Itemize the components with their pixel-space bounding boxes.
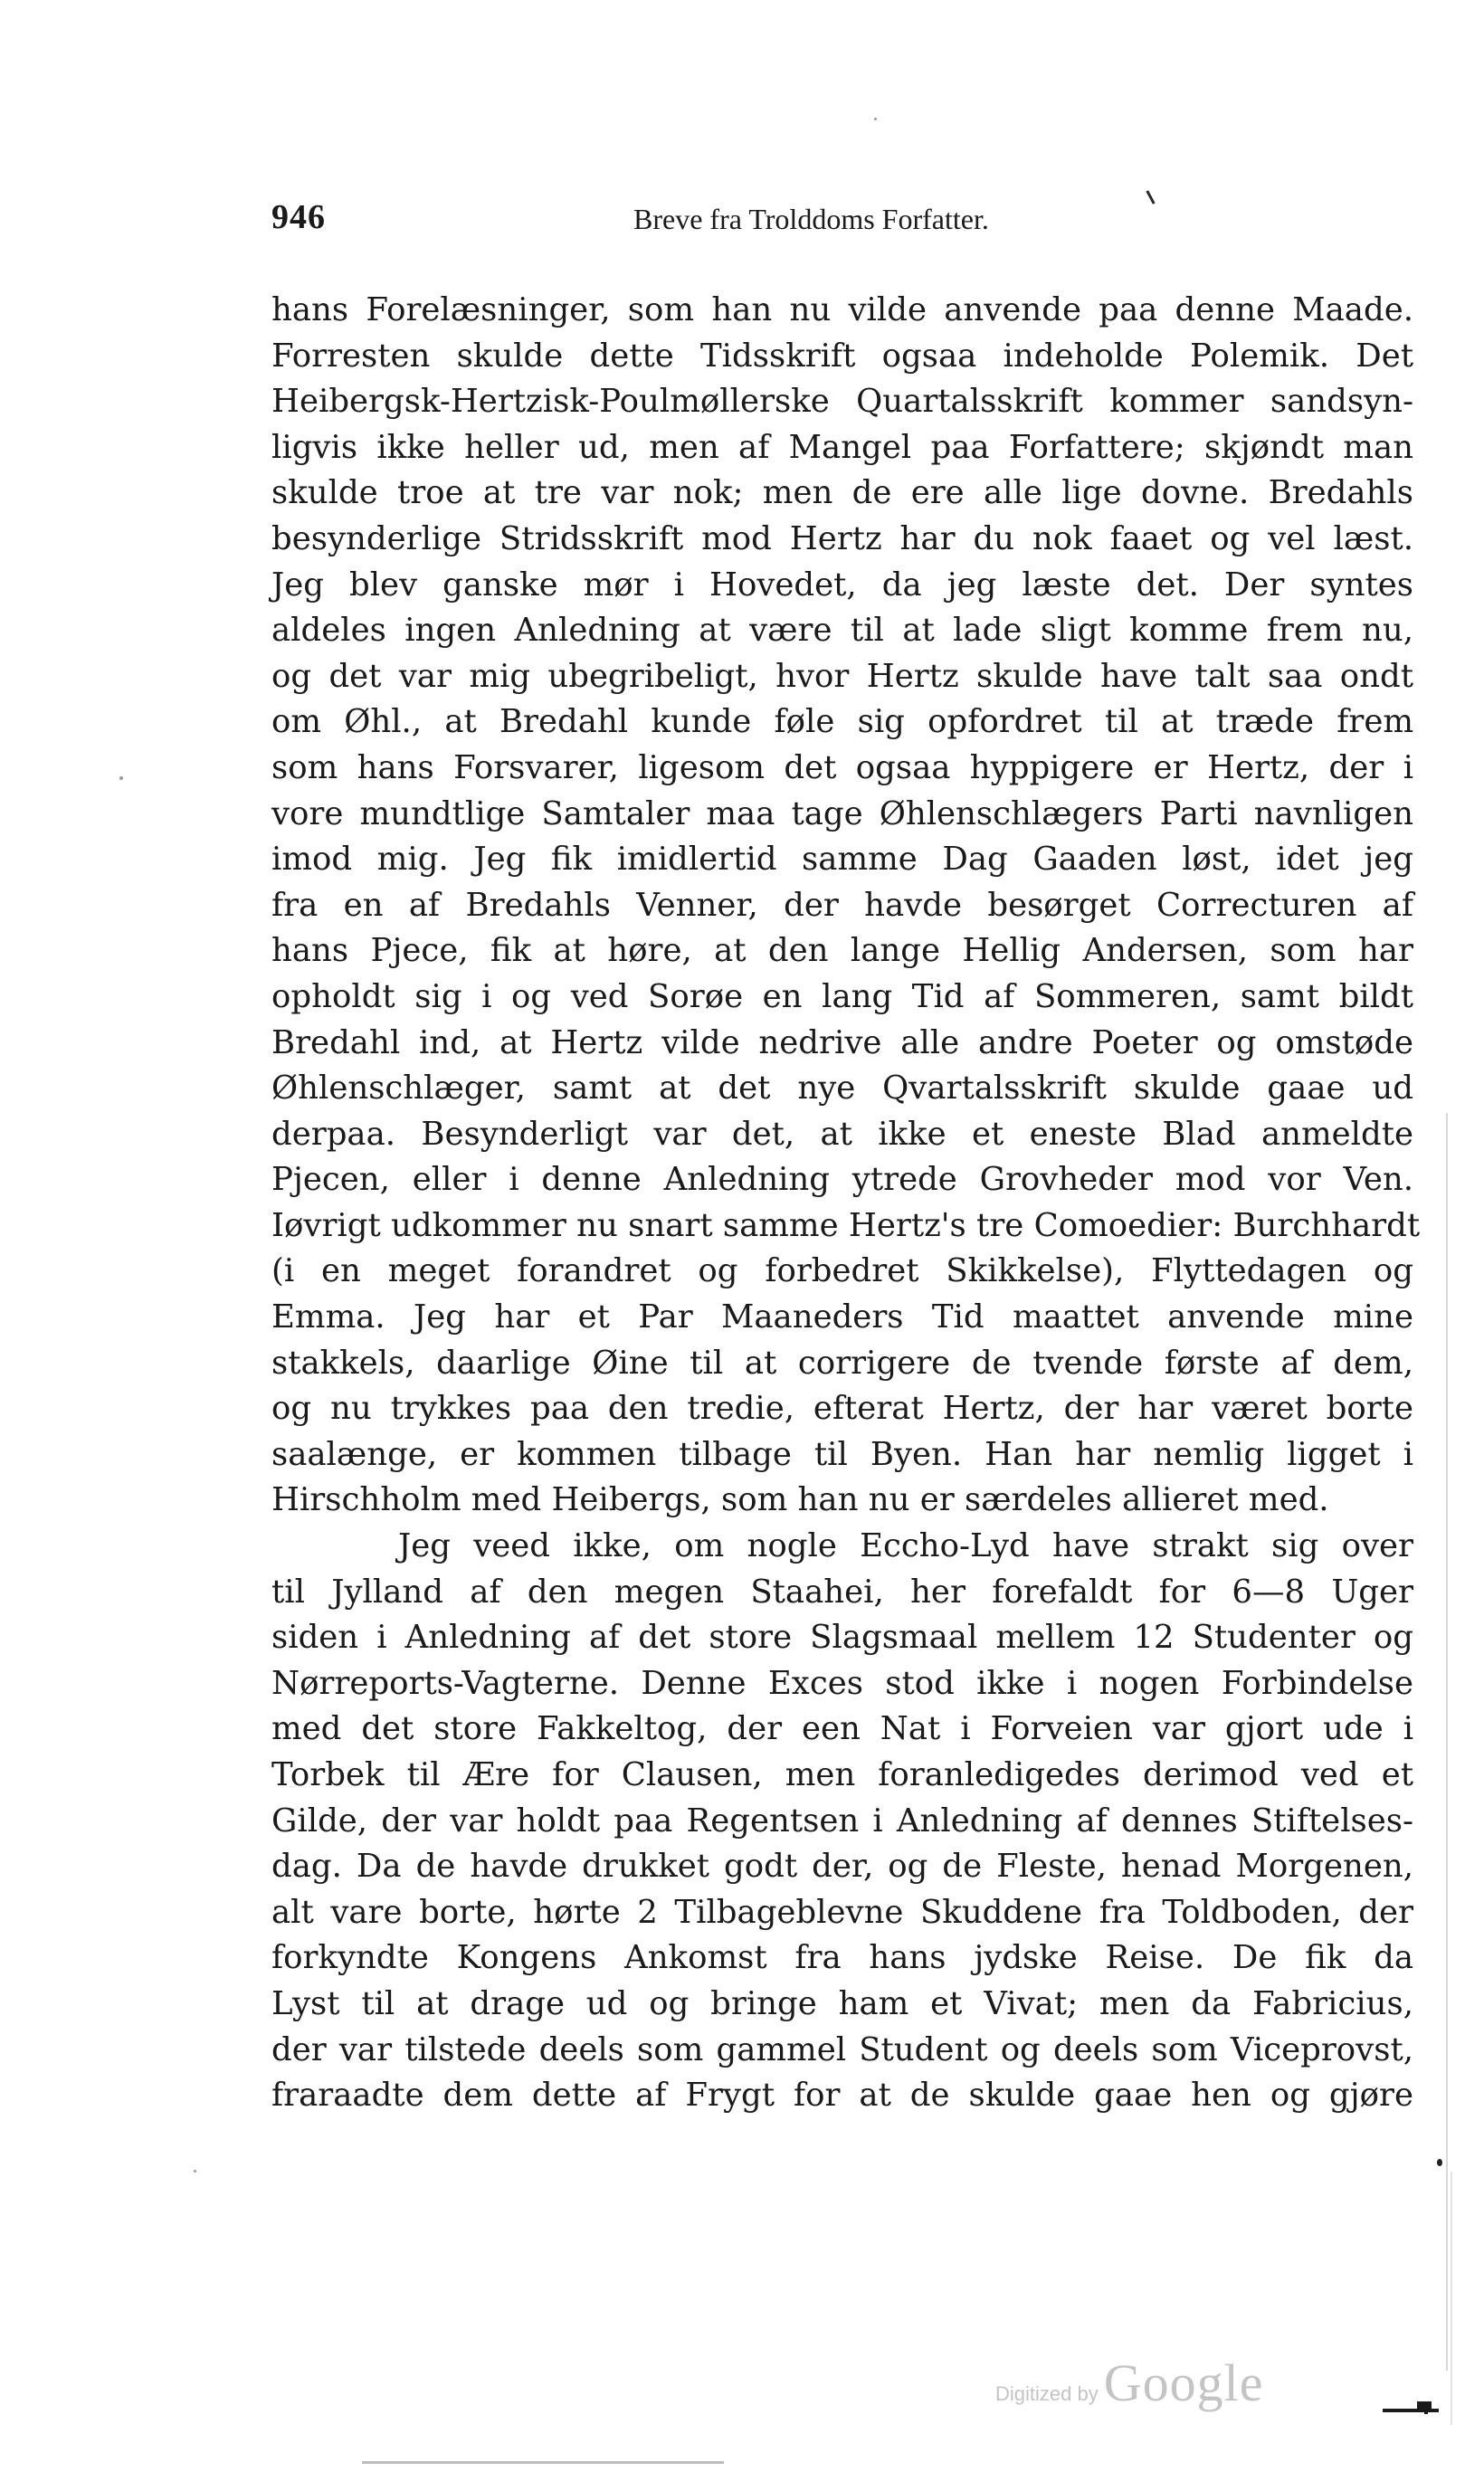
- text-line: forkyndte Kongens Ankomst fra hans jydske Reise. De fik da: [271, 1939, 1413, 1977]
- text-line: (i en meget forandret og forbedret Skikkelse), Flyttedagen og: [271, 1252, 1413, 1290]
- text-line: Heibergsk-Hertzisk-Poulmøllerske Quartalsskrift kommer sandsyn-: [271, 383, 1413, 421]
- text-line: opholdt sig i og ved Sorøe en lang Tid af Sommeren, samt bildt: [271, 977, 1413, 1015]
- scan-corner-mark: [1383, 2401, 1439, 2414]
- text-line: imod mig. Jeg fik imidlertid samme Dag Gaaden løst, idet jeg: [271, 841, 1413, 879]
- scan-speck: [119, 776, 123, 780]
- text-line: hans Forelæsninger, som han nu vilde anvende paa denne Maade.: [271, 291, 1413, 328]
- digitized-watermark: [995, 2353, 1263, 2416]
- text-line: besynderlige Stridsskrift mod Hertz har du nok faaet og vel læst.: [271, 519, 1413, 557]
- text-line: stakkels, daarlige Øine til at corrigere de tvende første af dem,: [271, 1344, 1413, 1382]
- text-line: og det var mig ubegribeligt, hvor Hertz skulde have talt saa ondt: [271, 657, 1413, 695]
- text-line: Emma. Jeg har et Par Maaneders Tid maattet anvende mine: [271, 1298, 1413, 1336]
- text-line: skulde troe at tre var nok; men de ere alle lige dovne. Bredahls: [271, 474, 1413, 512]
- text-line: om Øhl., at Bredahl kunde føle sig opfordret til at træde frem: [271, 703, 1413, 741]
- text-line: Torbek til Ære for Clausen, men foranledigedes derimod ved et: [271, 1756, 1413, 1793]
- text-line: Forresten skulde dette Tidsskrift ogsaa indeholde Polemik. Det: [271, 337, 1413, 375]
- text-line: hans Pjece, fik at høre, at den lange Hellig Andersen, som har: [271, 932, 1413, 970]
- text-line: ligvis ikke heller ud, men af Mangel paa Forfattere; skjøndt man: [271, 428, 1413, 466]
- text-line: til Jylland af den megen Staahei, her forefaldt for 6—8 Uger: [271, 1573, 1413, 1611]
- page-number: 946: [271, 198, 326, 236]
- text-line: Pjecen, eller i denne Anledning ytrede Grovheder mod vor Ven.: [271, 1161, 1413, 1199]
- text-line: saalænge, er kommen tilbage til Byen. Han har nemlig ligget i: [271, 1435, 1413, 1473]
- scan-speck: [874, 118, 877, 120]
- google-logo: Google: [1103, 2353, 1264, 2412]
- text-line: med det store Fakkeltog, der een Nat i Forveien var gjort ude i: [271, 1710, 1413, 1748]
- text-line: Øhlenschlæger, samt at det nye Qvartalsskrift skulde gaae ud: [271, 1070, 1413, 1108]
- text-line: fraraadte dem dette af Frygt for at de skulde gaae hen og gjøre: [271, 2077, 1413, 2115]
- text-line: og nu trykkes paa den tredie, efterat Hertz, der har været borte: [271, 1390, 1413, 1428]
- text-line: Nørreports-Vagterne. Denne Exces stod ikke i nogen Forbindelse: [271, 1664, 1413, 1702]
- scan-speck: [1437, 2159, 1442, 2166]
- text-line: Iøvrigt udkommer nu snart samme Hertz's tre Comoedier: Burchhardt: [271, 1206, 1421, 1244]
- running-title: Breve fra Trolddoms Forfatter.: [633, 203, 989, 235]
- text-line: fra en af Bredahls Venner, der havde besørget Correcturen af: [271, 886, 1413, 924]
- text-line: Lyst til at drage ud og bringe ham et Vivat; men da Fabricius,: [271, 1984, 1413, 2022]
- text-line: Gilde, der var holdt paa Regentsen i Anledning af dennes Stiftelses-: [271, 1802, 1413, 1840]
- text-line: vore mundtlige Samtaler maa tage Øhlenschlægers Parti navnligen: [271, 794, 1413, 832]
- text-line: aldeles ingen Anledning at være til at lade sligt komme frem nu,: [271, 612, 1413, 650]
- scan-margin-rule: [1446, 1113, 1448, 2371]
- scan-speck: [194, 2170, 196, 2173]
- paragraph-end-line: Hirschholm med Heibergs, som han nu er særdeles allieret med.: [271, 1481, 1329, 1519]
- body-text: [271, 288, 1421, 2119]
- text-line: alt vare borte, hørte 2 Tilbageblevne Skuddene fra Toldboden, der: [271, 1893, 1413, 1931]
- scan-bottom-edge: [362, 2461, 724, 2464]
- text-line: derpaa. Besynderligt var det, at ikke et eneste Blad anmeldte: [271, 1115, 1413, 1153]
- text-line: Jeg blev ganske mør i Hovedet, da jeg læste det. Der syntes: [271, 566, 1413, 604]
- text-line: siden i Anledning af det store Slagsmaal mellem 12 Studenter og: [271, 1619, 1413, 1657]
- paragraph-start-line: Jeg veed ikke, om nogle Eccho-Lyd have strakt sig over: [398, 1527, 1413, 1565]
- scan-margin-rule-lower: [1451, 2172, 1452, 2425]
- text-line: Bredahl ind, at Hertz vilde nedrive alle andre Poeter og omstøde: [271, 1023, 1413, 1061]
- text-line: som hans Forsvarer, ligesom det ogsaa hyppigere er Hertz, der i: [271, 748, 1413, 786]
- text-line: dag. Da de havde drukket godt der, og de Fleste, henad Morgenen,: [271, 1848, 1413, 1886]
- watermark-prefix: Digitized by: [995, 2382, 1099, 2405]
- text-line: der var tilstede deels som gammel Student og deels som Viceprovst,: [271, 2030, 1413, 2068]
- page-header: [271, 197, 1176, 252]
